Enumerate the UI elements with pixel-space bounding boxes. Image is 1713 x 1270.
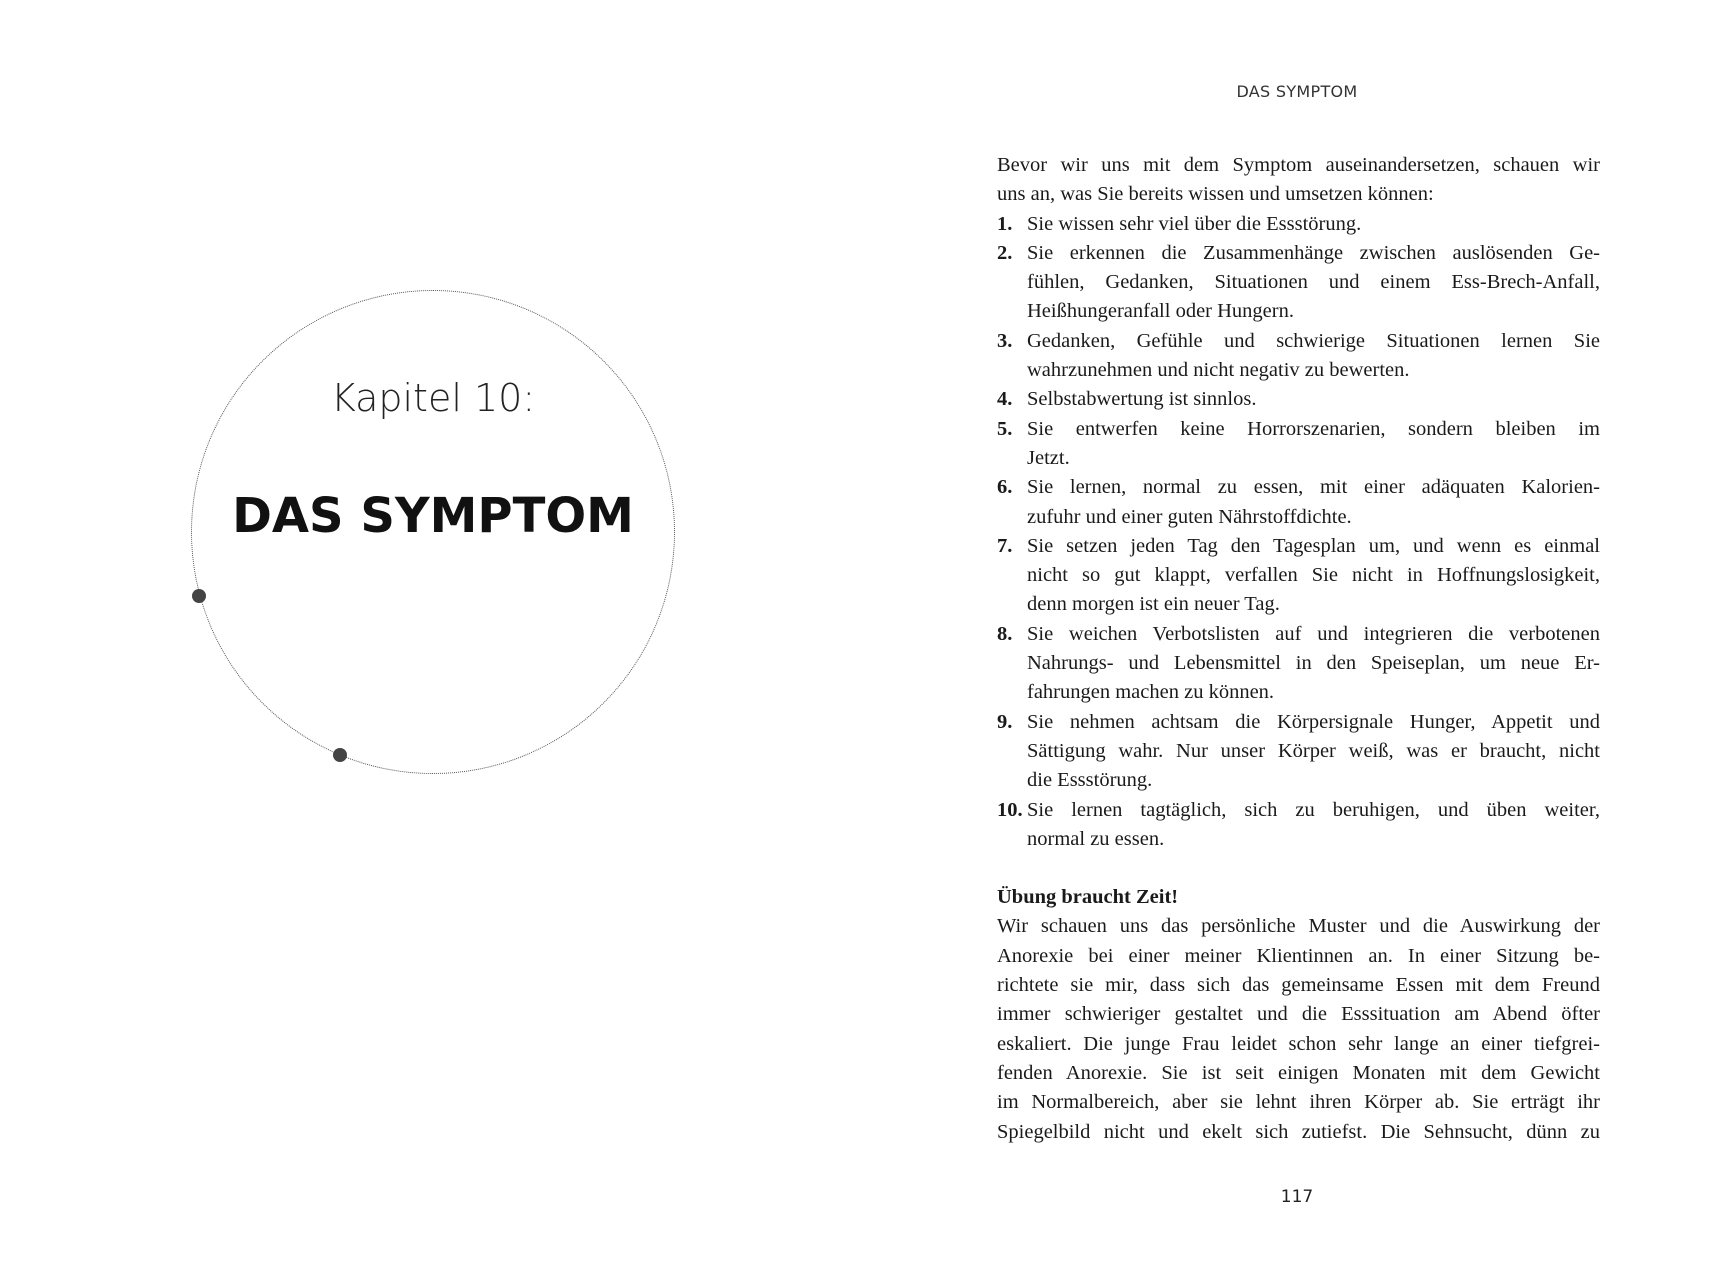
- list-item-text: [1027, 473, 1600, 532]
- text-line: Sättigung wahr. Nur unser Körper weiß, was er braucht, nicht: [1027, 739, 1600, 762]
- list-item: [997, 415, 1600, 474]
- page-number: 117: [1280, 1187, 1314, 1207]
- list-number: 8.: [997, 622, 1013, 645]
- text-line: Sie erkennen die Zusammenhänge zwischen auslösenden Ge-: [1027, 241, 1600, 264]
- circle-dot-ornament: [192, 589, 206, 603]
- text-line: zufuhr und einer guten Nährstoffdichte.: [1027, 505, 1352, 528]
- chapter-label: Kapitel 10:: [330, 376, 536, 420]
- text-line: nicht so gut klappt, verfallen Sie nicht in Hoffnungslosigkeit,: [1027, 564, 1600, 587]
- text-line: Spiegelbild nicht und ekelt sich zutiefst. Die Sehnsucht, dünn zu: [997, 1120, 1600, 1143]
- text-line: richtete sie mir, dass sich das gemeinsame Essen mit dem Freund: [997, 974, 1600, 997]
- text-line: Sie lernen, normal zu essen, mit einer adäquaten Kalorien-: [1027, 476, 1600, 499]
- list-item-text: [1027, 620, 1600, 708]
- text-line: fenden Anorexie. Sie ist seit einigen Monaten mit dem Gewicht: [997, 1061, 1600, 1084]
- list-number: 3.: [997, 329, 1013, 352]
- text-line: Sie lernen tagtäglich, sich zu beruhigen, und üben weiter,: [1027, 798, 1600, 821]
- list-item-text: [1027, 327, 1600, 386]
- text-line: Wir schauen uns das persönliche Muster und die Auswirkung der: [997, 915, 1600, 938]
- running-header: DAS SYMPTOM: [1236, 82, 1358, 101]
- list-number: 1.: [997, 212, 1013, 235]
- list-number: 6.: [997, 476, 1013, 499]
- text-line: Gedanken, Gefühle und schwierige Situationen lernen Sie: [1027, 329, 1600, 352]
- list-item: [997, 708, 1600, 796]
- text-line: fühlen, Gedanken, Situationen und einem Ess-Brech-Anfall,: [1027, 271, 1600, 294]
- text-line: Sie weichen Verbotslisten auf und integrieren die verbotenen: [1027, 622, 1600, 645]
- numbered-list: [997, 210, 1600, 855]
- list-item: [997, 620, 1600, 708]
- list-number: 10.: [997, 798, 1023, 821]
- list-item: [997, 532, 1600, 620]
- list-item: [997, 385, 1600, 414]
- list-number: 7.: [997, 534, 1013, 557]
- text-line: Anorexie bei einer meiner Klientinnen an. In einer Sitzung be-: [997, 944, 1600, 967]
- list-number: 2.: [997, 241, 1013, 264]
- list-item-text: [1027, 210, 1600, 239]
- text-line: eskaliert. Die junge Frau leidet schon sehr lange an einer tiefgrei-: [997, 1032, 1600, 1055]
- intro-paragraph: [997, 151, 1600, 210]
- text-line: die Essstörung.: [1027, 769, 1153, 792]
- list-item-text: [1027, 385, 1600, 414]
- text-line: Sie entwerfen keine Horrorszenarien, sondern bleiben im: [1027, 417, 1600, 440]
- list-item-text: [1027, 239, 1600, 327]
- list-item-text: [1027, 415, 1600, 474]
- text-line: wahrzunehmen und nicht negativ zu bewerten.: [1027, 359, 1410, 382]
- section-subheading: Übung braucht Zeit!: [997, 886, 1179, 909]
- text-line: denn morgen ist ein neuer Tag.: [1027, 593, 1280, 616]
- text-line: uns an, was Sie bereits wissen und umsetzen können:: [997, 183, 1434, 206]
- text-line: Bevor wir uns mit dem Symptom auseinandersetzen, schauen wir: [997, 154, 1600, 176]
- list-number: 4.: [997, 388, 1013, 411]
- text-line: Sie nehmen achtsam die Körpersignale Hunger, Appetit und: [1027, 710, 1600, 733]
- circle-dot-ornament: [333, 748, 347, 762]
- list-item-text: [1027, 708, 1600, 796]
- body-paragraph: [997, 912, 1600, 1146]
- list-item: [997, 239, 1600, 327]
- list-item-text: [1027, 796, 1600, 855]
- text-line: im Normalbereich, aber sie lehnt ihren Körper ab. Sie erträgt ihr: [997, 1091, 1600, 1114]
- text-line: Selbstabwertung ist sinnlos.: [1027, 388, 1257, 411]
- list-item: [997, 796, 1600, 855]
- list-item: [997, 327, 1600, 386]
- list-item: [997, 210, 1600, 239]
- text-line: Sie setzen jeden Tag den Tagesplan um, und wenn es einmal: [1027, 534, 1600, 557]
- text-line: Jetzt.: [1027, 446, 1070, 469]
- text-line: normal zu essen.: [1027, 827, 1165, 850]
- text-line: Nahrungs- und Lebensmittel in den Speiseplan, um neue Er-: [1027, 652, 1600, 675]
- list-number: 9.: [997, 710, 1013, 733]
- text-line: fahrungen machen zu können.: [1027, 681, 1275, 704]
- list-item-text: [1027, 532, 1600, 620]
- spacer: [997, 854, 1600, 883]
- list-number: 5.: [997, 417, 1013, 440]
- chapter-title: DAS SYMPTOM: [232, 488, 634, 544]
- text-line: Heißhungeranfall oder Hungern.: [1027, 300, 1294, 323]
- text-line: immer schwieriger gestaltet und die Esssituation am Abend öfter: [997, 1003, 1600, 1026]
- text-column: [997, 151, 1600, 1147]
- text-line: Sie wissen sehr viel über die Essstörung.: [1027, 212, 1362, 235]
- list-item: [997, 473, 1600, 532]
